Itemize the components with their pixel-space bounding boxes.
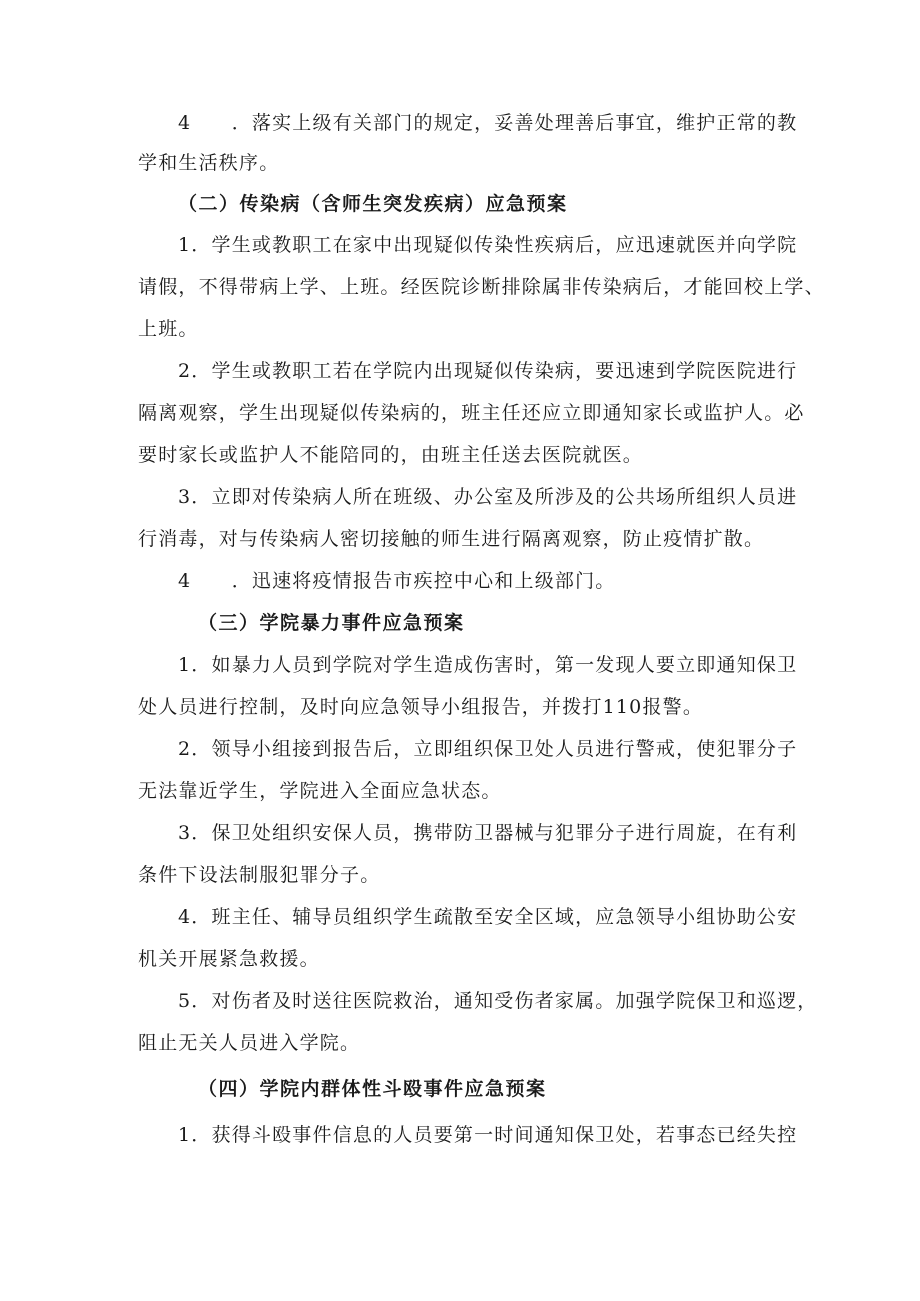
paragraph-line: 学和生活秩序。 <box>138 152 280 174</box>
paragraph-line: 条件下设法制服犯罪分子。 <box>138 864 381 886</box>
paragraph-line: 上班。 <box>138 318 199 340</box>
paragraph-line: 隔离观察，学生出现疑似传染病的，班主任还应立即通知家长或监护人。必 <box>138 402 805 424</box>
paragraph-line: 处人员进行控制，及时向应急领导小组报告，并拨打110报警。 <box>138 696 704 718</box>
paragraph-line: 无法靠近学生，学院进入全面应急状态。 <box>138 780 502 802</box>
paragraph-line: 机关开展紧急救援。 <box>138 948 320 970</box>
paragraph-line: 5．对伤者及时送往医院救治，通知受伤者家属。加强学院保卫和巡逻， <box>178 990 818 1012</box>
paragraph-line: 4．班主任、辅导员组织学生疏散至安全区域，应急领导小组协助公安 <box>178 906 798 928</box>
paragraph-line: 1．学生或教职工在家中出现疑似传染性疾病后，应迅速就医并向学院 <box>178 234 798 256</box>
paragraph-line: 1．如暴力人员到学院对学生造成伤害时，第一发现人要立即通知保卫 <box>178 654 798 676</box>
paragraph-line: 行消毒，对与传染病人密切接触的师生进行隔离观察，防止疫情扩散。 <box>138 528 765 550</box>
paragraph-line: 3．立即对传染病人所在班级、办公室及所涉及的公共场所组织人员进 <box>178 486 798 508</box>
section-heading: （二）传染病（含师生突发疾病）应急预案 <box>178 193 568 215</box>
section-heading: （四）学院内群体性斗殴事件应急预案 <box>198 1078 547 1100</box>
paragraph-line: 3．保卫处组织安保人员，携带防卫器械与犯罪分子进行周旋，在有利 <box>178 822 798 844</box>
section-heading: （三）学院暴力事件应急预案 <box>198 612 465 634</box>
paragraph-line: 4 ．迅速将疫情报告市疾控中心和上级部门。 <box>178 570 616 592</box>
paragraph-line: 4 ．落实上级有关部门的规定，妥善处理善后事宜，维护正常的教 <box>178 112 798 134</box>
paragraph-line: 请假，不得带病上学、上班。经医院诊断排除属非传染病后，才能回校上学、 <box>138 276 825 298</box>
paragraph-line: 2．学生或教职工若在学院内出现疑似传染病，要迅速到学院医院进行 <box>178 360 798 382</box>
paragraph-line: 要时家长或监护人不能陪同的，由班主任送去医院就医。 <box>138 444 644 466</box>
paragraph-line: 2．领导小组接到报告后，立即组织保卫处人员进行警戒，使犯罪分子 <box>178 738 798 760</box>
paragraph-line: 1．获得斗殴事件信息的人员要第一时间通知保卫处，若事态已经失控 <box>178 1124 798 1146</box>
paragraph-line: 阻止无关人员进入学院。 <box>138 1032 361 1054</box>
